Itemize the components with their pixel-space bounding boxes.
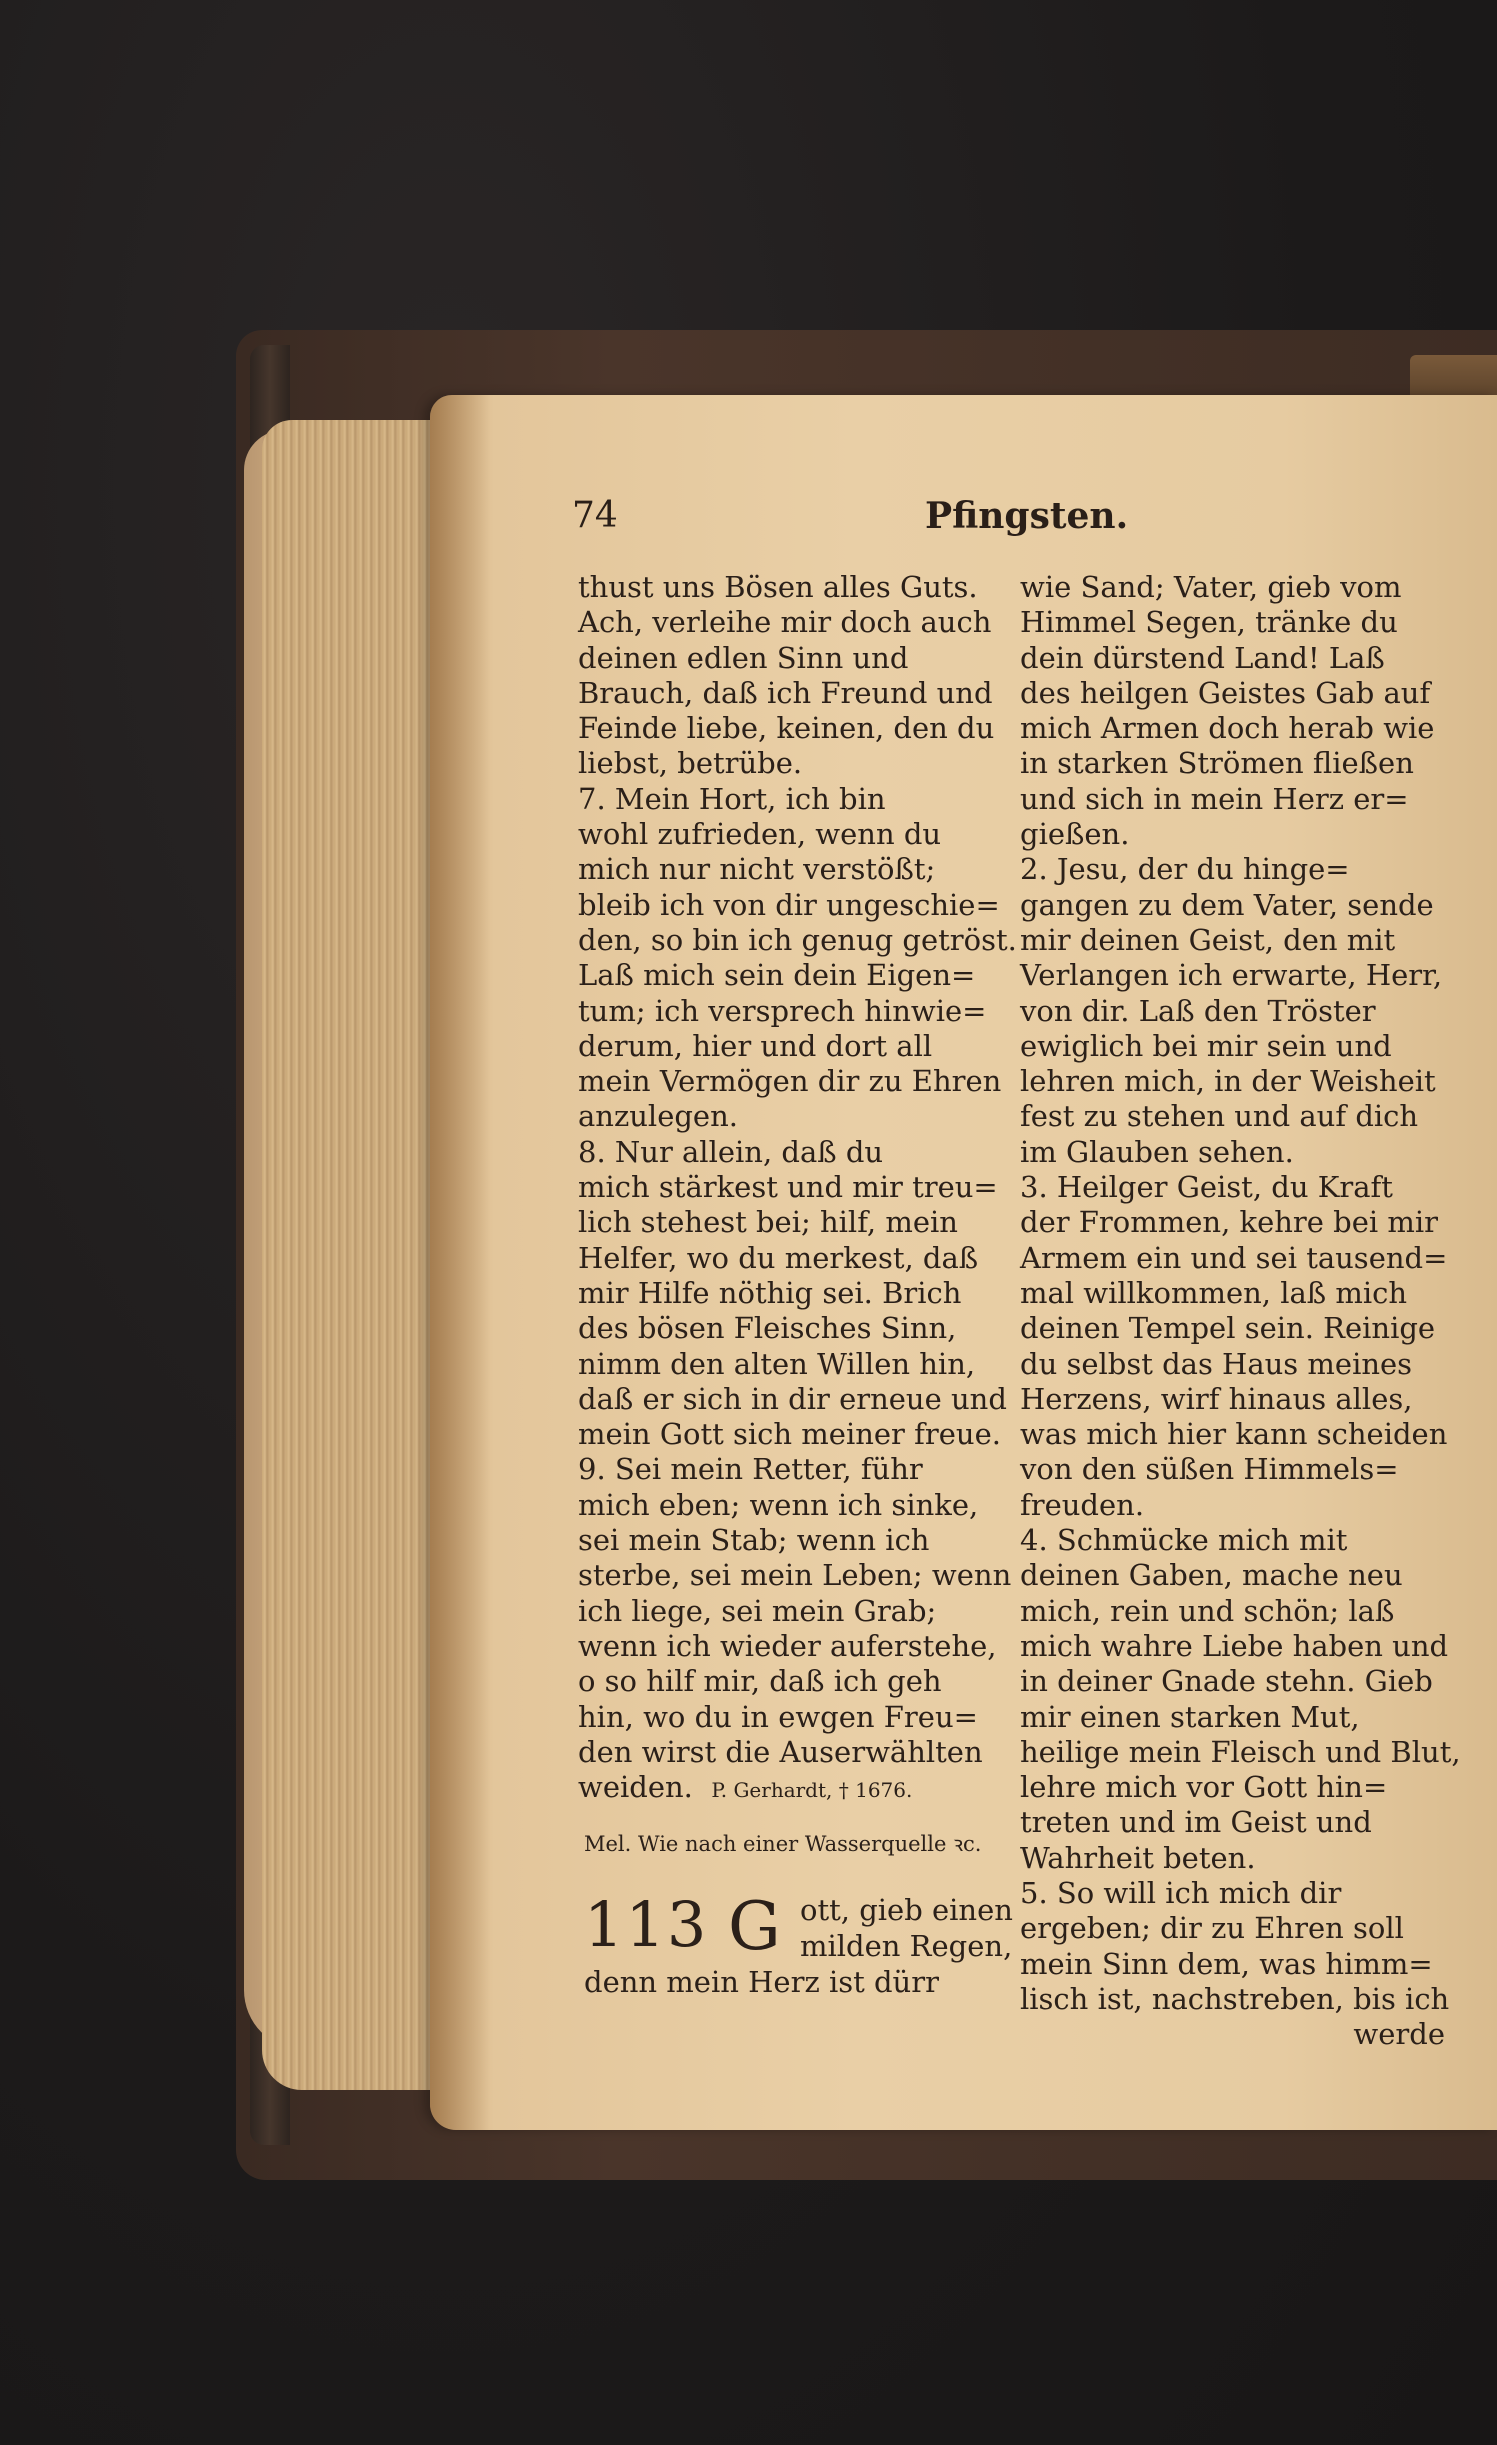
hymn-dropcap: G bbox=[728, 1888, 781, 1965]
text-line: Helfer, wo du merkest, daß bbox=[578, 1240, 979, 1275]
text-line: liebst, betrübe. bbox=[578, 746, 803, 781]
hymn-line: ott, gieb einen bbox=[800, 1893, 1013, 1927]
text-line: Brauch, daß ich Freund und bbox=[578, 675, 993, 710]
text-line: mal willkommen, laß mich bbox=[1020, 1275, 1408, 1310]
hymn-number: 113 bbox=[584, 1888, 709, 1961]
text-line: 2. Jesu, der du hinge= bbox=[1020, 852, 1350, 887]
text-line: was mich hier kann scheiden bbox=[1020, 1417, 1448, 1452]
text-line: lich stehest bei; hilf, mein bbox=[578, 1205, 958, 1240]
text-line: mein Gott sich meiner freue. bbox=[578, 1417, 1001, 1452]
right-column bbox=[1020, 570, 1461, 2052]
text-line: ich liege, sei mein Grab; bbox=[578, 1593, 937, 1628]
left-column bbox=[578, 570, 1017, 1808]
text-line: mich Armen doch herab wie bbox=[1020, 711, 1435, 746]
text-line: mir Hilfe nöthig sei. Brich bbox=[578, 1275, 962, 1310]
page-gutter-shadow bbox=[430, 395, 490, 2130]
text-line: lehren mich, in der Weisheit bbox=[1020, 1064, 1436, 1099]
text-line: fest zu stehen und auf dich bbox=[1020, 1099, 1419, 1134]
text-line: Ach, verleihe mir doch auch bbox=[578, 605, 992, 640]
text-line: nimm den alten Willen hin, bbox=[578, 1346, 976, 1381]
text-line: Verlangen ich erwarte, Herr, bbox=[1020, 958, 1443, 993]
text-line: 4. Schmücke mich mit bbox=[1020, 1523, 1348, 1558]
text-line: 3. Heilger Geist, du Kraft bbox=[1020, 1170, 1393, 1205]
text-line: Wahrheit beten. bbox=[1020, 1840, 1256, 1875]
text-line: 5. So will ich mich dir bbox=[1020, 1875, 1342, 1910]
text-line: von den süßen Himmels= bbox=[1020, 1452, 1399, 1487]
text-line: weiden. bbox=[578, 1770, 693, 1805]
text-line: des heilgen Geistes Gab auf bbox=[1020, 675, 1431, 710]
catchword: werde bbox=[1353, 2017, 1445, 2052]
text-line: freuden. bbox=[1020, 1487, 1145, 1522]
text-line: 7. Mein Hort, ich bin bbox=[578, 781, 886, 816]
text-line: in starken Strömen fließen bbox=[1020, 746, 1414, 781]
text-line: thust uns Bösen alles Guts. bbox=[578, 570, 978, 604]
text-line: anzulegen. bbox=[578, 1099, 738, 1134]
hymn-line: milden Regen, bbox=[800, 1929, 1013, 1963]
text-line: du selbst das Haus meines bbox=[1020, 1346, 1413, 1381]
text-line: den, so bin ich genug getröst. bbox=[578, 922, 1017, 957]
text-line: tum; ich versprech hinwie= bbox=[578, 993, 987, 1028]
text-line: gießen. bbox=[1020, 817, 1130, 852]
text-line: deinen Gaben, mache neu bbox=[1020, 1558, 1403, 1593]
text-line: wenn ich wieder auferstehe, bbox=[578, 1628, 997, 1663]
text-line: heilige mein Fleisch und Blut, bbox=[1020, 1734, 1461, 1769]
text-line: mir deinen Geist, den mit bbox=[1020, 922, 1396, 957]
text-line: gangen zu dem Vater, sende bbox=[1020, 887, 1434, 922]
text-line: den wirst die Auserwählten bbox=[578, 1734, 983, 1769]
text-line: treten und im Geist und bbox=[1020, 1805, 1372, 1840]
text-line: der Frommen, kehre bei mir bbox=[1020, 1205, 1439, 1240]
text-line: o so hilf mir, daß ich geh bbox=[578, 1664, 942, 1699]
text-line: 8. Nur allein, daß du bbox=[578, 1134, 884, 1169]
hymn-line: denn mein Herz ist dürr bbox=[584, 1965, 939, 1999]
text-line: Himmel Segen, tränke du bbox=[1020, 605, 1398, 640]
text-line: wohl zufrieden, wenn du bbox=[578, 817, 942, 852]
text-line: lisch ist, nachstreben, bis ich bbox=[1020, 1981, 1450, 2016]
text-line: Armem ein und sei tausend= bbox=[1020, 1240, 1448, 1275]
page-number: 74 bbox=[572, 495, 618, 536]
text-line: deinen Tempel sein. Reinige bbox=[1020, 1311, 1436, 1346]
text-line: im Glauben sehen. bbox=[1020, 1134, 1294, 1169]
text-line: mein Vermögen dir zu Ehren bbox=[578, 1064, 1002, 1099]
text-line: mich eben; wenn ich sinke, bbox=[578, 1487, 979, 1522]
text-line: mein Sinn dem, was himm= bbox=[1020, 1946, 1433, 1981]
text-line: Feinde liebe, keinen, den du bbox=[578, 711, 995, 746]
page-title: Pfingsten. bbox=[925, 495, 1129, 537]
text-line: wie Sand; Vater, gieb vom bbox=[1020, 570, 1402, 604]
text-line: von dir. Laß den Tröster bbox=[1020, 993, 1376, 1028]
text-line: bleib ich von dir ungeschie= bbox=[578, 887, 1000, 922]
text-line: mich nur nicht verstößt; bbox=[578, 852, 936, 887]
text-line: mich, rein und schön; laß bbox=[1020, 1593, 1395, 1628]
hymn-attribution: P. Gerhardt, † 1676. bbox=[711, 1778, 913, 1803]
text-line: derum, hier und dort all bbox=[578, 1028, 933, 1063]
text-line: deinen edlen Sinn und bbox=[578, 640, 909, 675]
text-line: mir einen starken Mut, bbox=[1020, 1699, 1360, 1734]
text-line: des bösen Fleisches Sinn, bbox=[578, 1311, 957, 1346]
text-line: mich wahre Liebe haben und bbox=[1020, 1628, 1449, 1663]
text-line: in deiner Gnade stehn. Gieb bbox=[1020, 1664, 1433, 1699]
text-line: und sich in mein Herz er= bbox=[1020, 781, 1409, 816]
text-line: Laß mich sein dein Eigen= bbox=[578, 958, 976, 993]
text-line: dein dürstend Land! Laß bbox=[1020, 640, 1385, 675]
text-line: lehre mich vor Gott hin= bbox=[1020, 1770, 1388, 1805]
text-line: sterbe, sei mein Leben; wenn bbox=[578, 1558, 1012, 1593]
text-line: mich stärkest und mir treu= bbox=[578, 1170, 998, 1205]
text-line: 9. Sei mein Retter, führ bbox=[578, 1452, 923, 1487]
text-line: Herzens, wirf hinaus alles, bbox=[1020, 1381, 1413, 1416]
text-line: ergeben; dir zu Ehren soll bbox=[1020, 1911, 1404, 1946]
melody-line: Mel. Wie nach einer Wasserquelle ꝛc. bbox=[584, 1832, 982, 1856]
text-line: ewiglich bei mir sein und bbox=[1020, 1028, 1392, 1063]
text-line: daß er sich in dir erneue und bbox=[578, 1381, 1007, 1416]
text-line: sei mein Stab; wenn ich bbox=[578, 1523, 930, 1558]
attribution-line bbox=[578, 1770, 1003, 1808]
text-line: hin, wo du in ewgen Freu= bbox=[578, 1699, 978, 1734]
